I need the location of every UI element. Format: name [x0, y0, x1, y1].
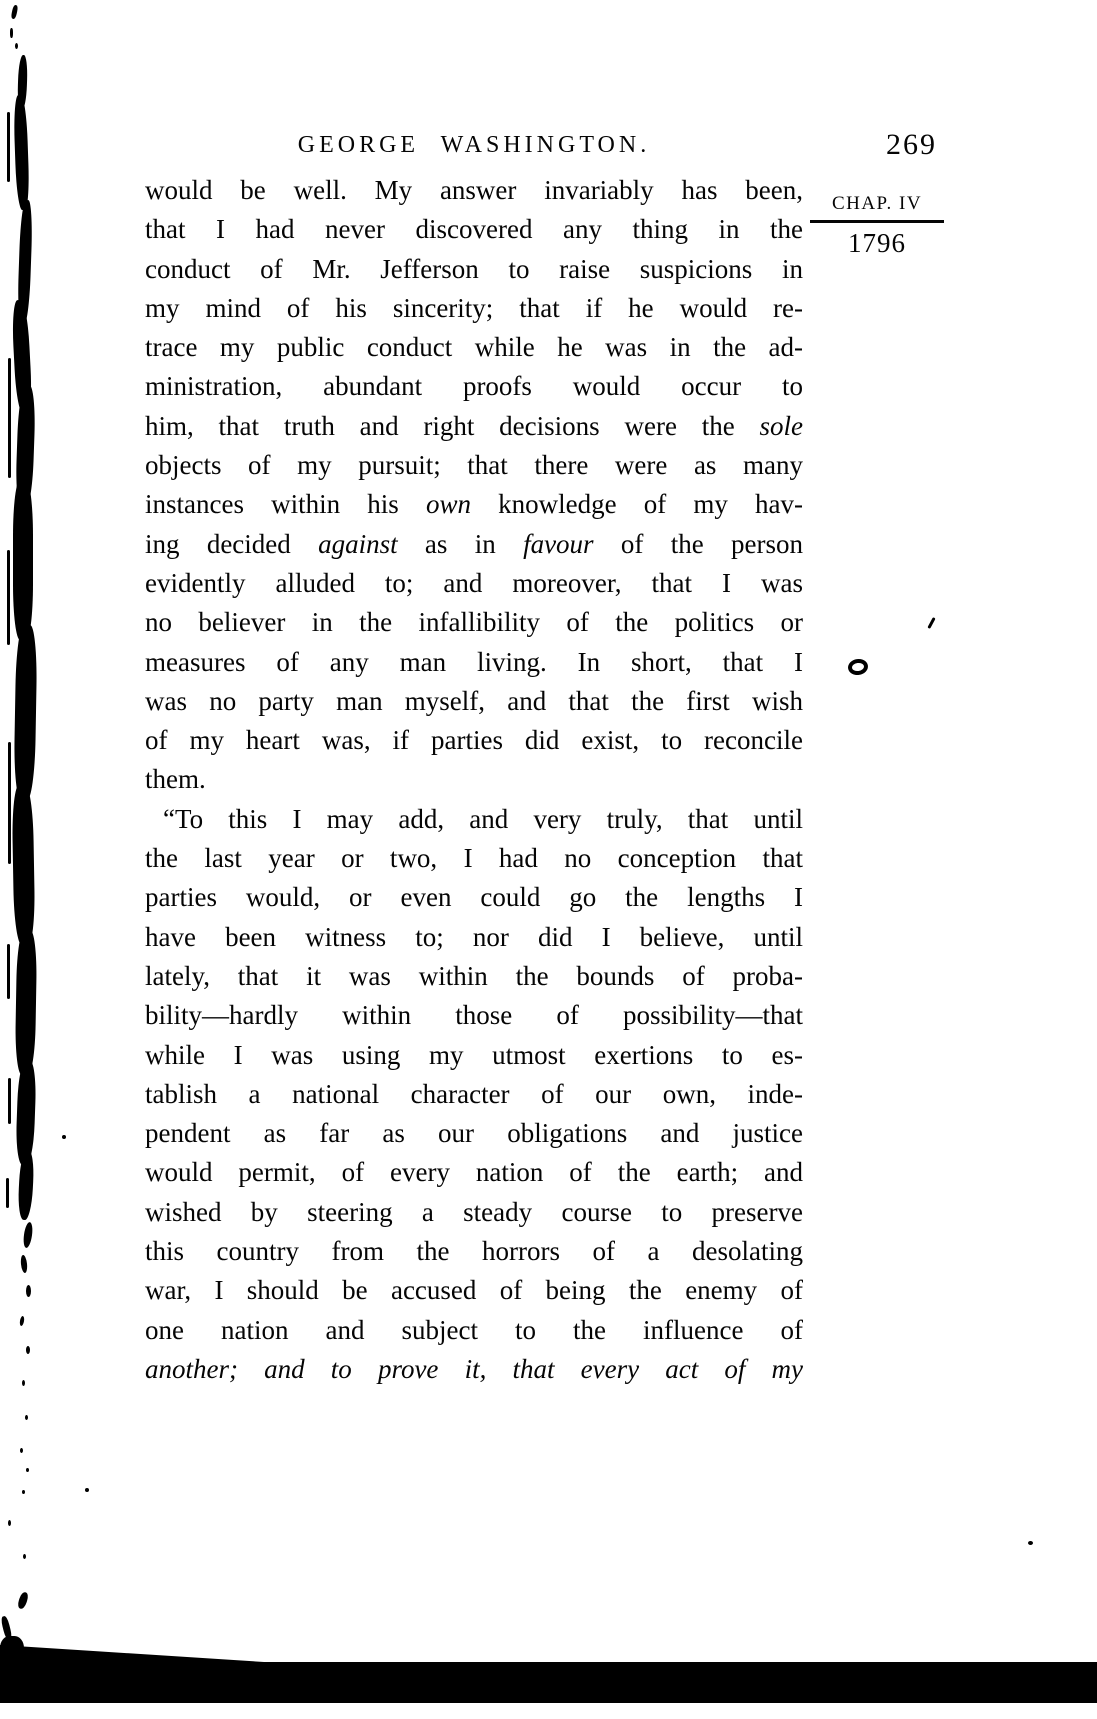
scan-artifact — [7, 944, 10, 999]
scan-artifact — [15, 930, 38, 1075]
text-line: evidently alluded to; and moreover, that I was — [145, 567, 803, 598]
scan-artifact — [22, 1490, 25, 1494]
scan-artifact — [20, 1448, 23, 1453]
text-line: would be well. My answer invariably has been, — [145, 175, 803, 205]
text-line: my mind of his sincerity; that if he would re- — [145, 292, 803, 323]
text-line: him, that truth and right decisions were the sole — [145, 410, 803, 441]
text-line: of my heart was, if parties did exist, to reconcile — [145, 725, 803, 756]
scan-artifact — [20, 1255, 28, 1274]
scan-artifact — [7, 550, 10, 645]
bottom-scan-band — [0, 1645, 280, 1663]
scan-artifact — [11, 5, 19, 20]
paragraph — [145, 171, 803, 800]
scan-artifact — [26, 1346, 30, 1354]
scan-artifact — [19, 1316, 25, 1327]
stray-ring-mark — [847, 658, 869, 677]
scan-artifact — [62, 1135, 66, 1139]
scan-artifact — [26, 1468, 29, 1472]
text-line: pendent as far as our obligations and justice — [145, 1118, 803, 1149]
text-line: trace my public conduct while he was in the ad- — [145, 332, 803, 363]
chapter-label: CHAP. IV — [831, 193, 923, 214]
text-line: no believer in the infallibility of the politics or — [145, 607, 803, 638]
scan-artifact — [8, 742, 11, 864]
scan-artifact — [22, 1380, 25, 1386]
scan-artifact — [1028, 1541, 1033, 1545]
text-line: them. — [145, 764, 206, 795]
scan-artifact — [0, 1616, 13, 1641]
scan-artifact — [8, 1078, 11, 1124]
scan-artifact — [13, 95, 30, 210]
text-line: instances within his own knowledge of my hav- — [145, 489, 803, 520]
text-line: this country from the horrors of a desolating — [145, 1236, 803, 1267]
text-line: the last year or two, I had no conception that — [145, 843, 803, 874]
text-line: that I had never discovered any thing in the — [145, 214, 803, 245]
scan-artifact — [22, 1222, 34, 1249]
text-line: “To this I may add, and very truly, that until — [163, 803, 803, 834]
text-line: tablish a national character of our own, inde- — [145, 1078, 803, 1109]
text-line: while I was using my utmost exertions to es- — [145, 1039, 803, 1070]
margin-rule — [810, 220, 944, 223]
text-line: would permit, of every nation of the earth; and — [145, 1157, 803, 1188]
scan-artifact — [7, 112, 10, 182]
scan-artifact — [12, 785, 36, 945]
text-line: another; and to prove it, that every act of my — [145, 1353, 803, 1384]
text-line: conduct of Mr. Jefferson to raise suspicions in — [145, 253, 803, 284]
scan-artifact — [13, 625, 37, 800]
scan-artifact — [15, 43, 18, 49]
scan-artifact — [927, 617, 935, 629]
margin-note — [810, 193, 944, 259]
text-line: ministration, abundant proofs would occur to — [145, 371, 803, 402]
text-line: was no party man myself, and that the first wish — [145, 685, 803, 716]
running-header: GEORGE WASHINGTON. — [297, 132, 651, 158]
page-number: 269 — [886, 128, 937, 161]
scan-artifact — [25, 1415, 28, 1420]
bottom-scan-band — [0, 1662, 1097, 1703]
body-text — [145, 171, 803, 1389]
year-label: 1796 — [848, 228, 906, 258]
scan-artifact — [10, 28, 13, 38]
scan-artifact — [17, 1591, 30, 1610]
text-line: objects of my pursuit; that there were as many — [145, 450, 803, 481]
paragraph — [145, 800, 803, 1389]
text-line: have been witness to; nor did I believe, until — [145, 921, 803, 952]
text-line: bility—hardly within those of possibility—that — [145, 1000, 803, 1031]
scan-artifact — [8, 1520, 11, 1526]
scan-artifact — [85, 1488, 89, 1492]
scan-artifact — [13, 480, 33, 640]
text-line: measures of any man living. In short, that I — [145, 646, 803, 677]
text-line: wished by steering a steady course to preserve — [145, 1196, 803, 1227]
text-line: lately, that it was within the bounds of proba- — [145, 960, 803, 991]
scan-artifact — [23, 1554, 26, 1559]
scan-artifact — [26, 1285, 31, 1297]
text-line: one nation and subject to the influence of — [145, 1314, 803, 1345]
scan-artifact — [6, 1178, 9, 1208]
scan-artifact — [8, 358, 11, 478]
text-line: parties would, or even could go the lengths I — [145, 882, 803, 913]
text-line: war, I should be accused of being the enemy of — [145, 1275, 803, 1306]
text-line: ing decided against as in favour of the person — [145, 528, 803, 559]
